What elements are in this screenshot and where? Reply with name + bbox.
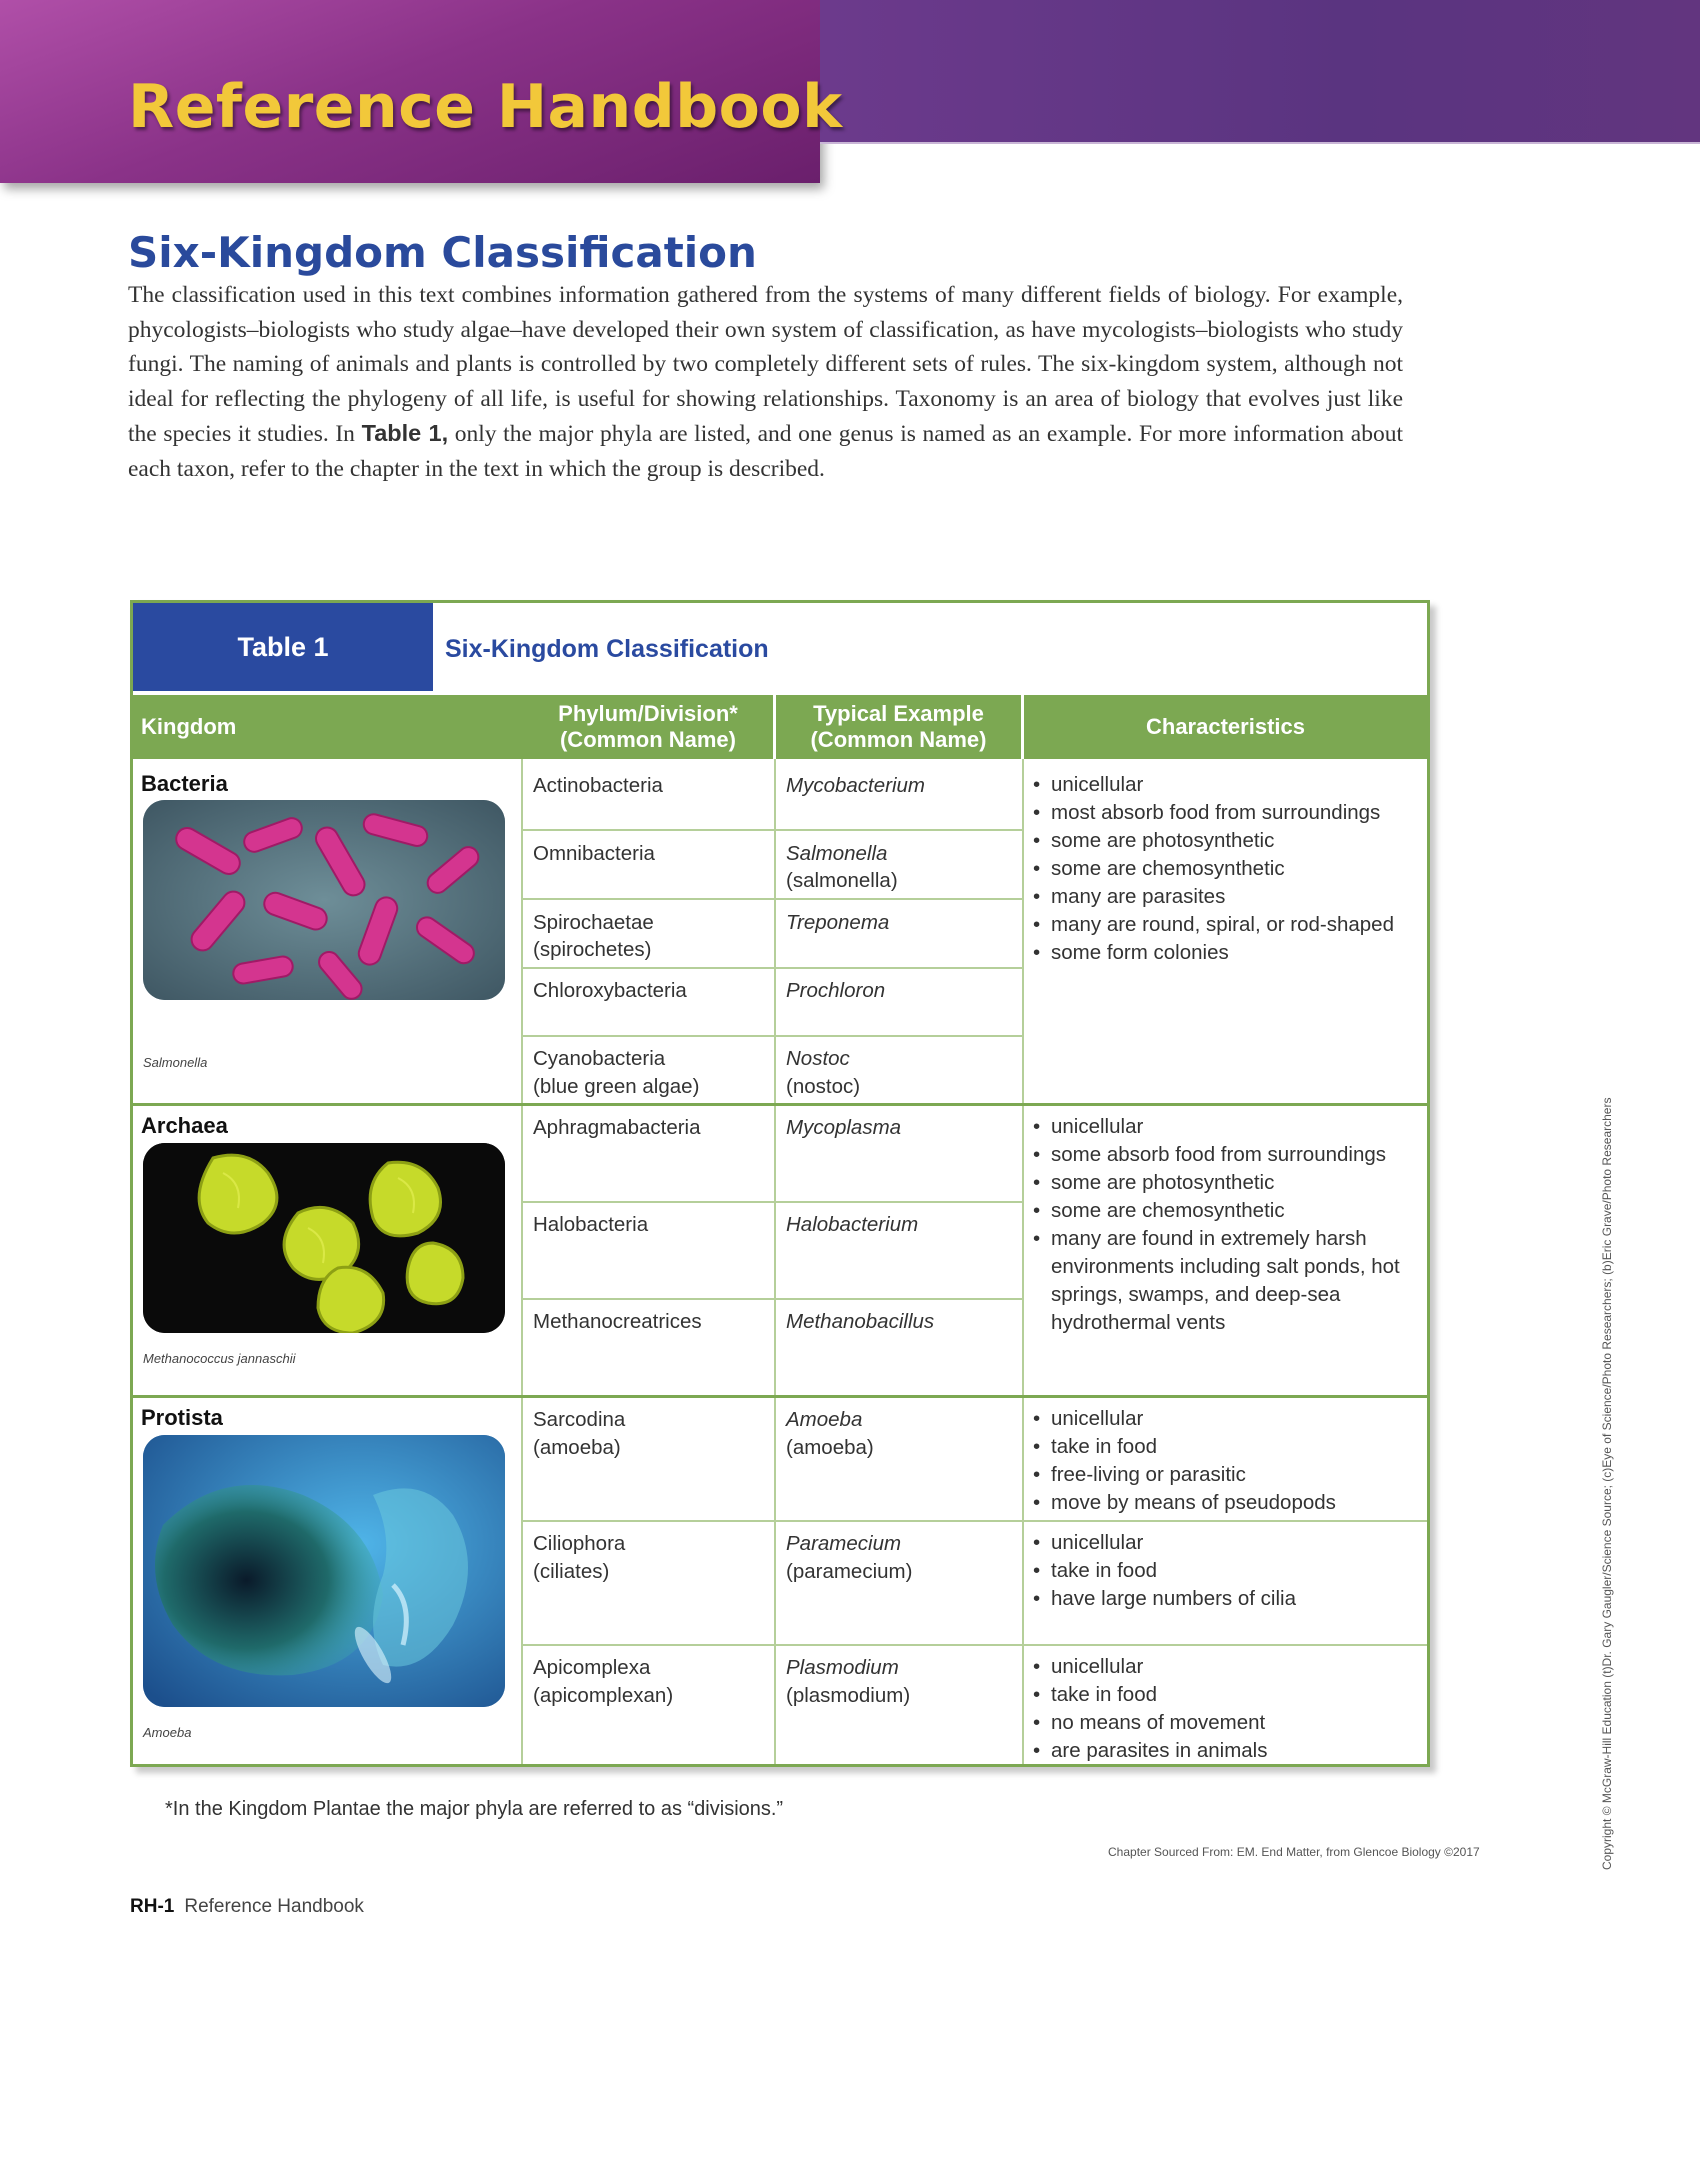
row-divider bbox=[523, 829, 1022, 831]
row-divider bbox=[523, 1520, 1427, 1522]
example-genus: Plasmodium bbox=[786, 1656, 899, 1679]
column-divider bbox=[521, 759, 523, 1764]
phylum-name: Sarcodina bbox=[533, 1408, 626, 1431]
characteristic-item: • take in food bbox=[1033, 1681, 1423, 1709]
phylum-name: Apicomplexa bbox=[533, 1656, 651, 1679]
characteristic-item: • no means of movement bbox=[1033, 1709, 1423, 1737]
page-title: Reference Handbook bbox=[128, 72, 843, 142]
characteristic-item: • most absorb food from surroundings bbox=[1033, 799, 1423, 827]
phylum-name: Aphragmabacteria bbox=[533, 1116, 701, 1139]
characteristic-item: • move by means of pseudopods bbox=[1033, 1489, 1423, 1517]
intro-paragraph bbox=[128, 278, 1403, 486]
column-header-kingdom: Kingdom bbox=[133, 695, 528, 759]
characteristic-item: • some are chemosynthetic bbox=[1033, 1197, 1425, 1225]
example-common-name: (amoeba) bbox=[786, 1436, 874, 1459]
row-divider bbox=[523, 967, 1022, 969]
table-label: Table 1 bbox=[133, 603, 433, 691]
example-genus: Mycoplasma bbox=[786, 1116, 902, 1139]
characteristic-item: • some are chemosynthetic bbox=[1033, 855, 1423, 883]
archaea-photo bbox=[143, 1143, 505, 1333]
bacteria-photo bbox=[143, 800, 505, 1000]
kingdom-divider bbox=[133, 1395, 1427, 1398]
phylum-name: Cyanobacteria bbox=[533, 1047, 666, 1070]
characteristics-list bbox=[1033, 1405, 1423, 1517]
characteristic-item: • unicellular bbox=[1033, 1405, 1423, 1433]
phylum-common-name: (amoeba) bbox=[533, 1436, 621, 1459]
characteristic-item: • unicellular bbox=[1033, 1529, 1423, 1557]
example-common-name: (plasmodium) bbox=[786, 1684, 911, 1707]
phylum-name: Chloroxybacteria bbox=[533, 979, 687, 1002]
intro-table-reference: Table 1, bbox=[361, 420, 449, 446]
row-divider bbox=[523, 898, 1022, 900]
characteristics-list bbox=[1033, 1529, 1423, 1613]
protista-photo bbox=[143, 1435, 505, 1707]
column-header-characteristics: Characteristics bbox=[1024, 695, 1427, 759]
source-credit: Chapter Sourced From: EM. End Matter, from Glencoe Biology ©2017 bbox=[1108, 1845, 1480, 1859]
phylum-common-name: (apicomplexan) bbox=[533, 1684, 674, 1707]
example-genus: Treponema bbox=[786, 911, 890, 934]
phylum-name: Actinobacteria bbox=[533, 774, 663, 797]
example-common-name: (salmonella) bbox=[786, 869, 898, 892]
example-genus: Halobacterium bbox=[786, 1213, 919, 1236]
characteristic-item: • many are parasites bbox=[1033, 883, 1423, 911]
characteristics-list bbox=[1033, 771, 1423, 967]
characteristic-item: • some form colonies bbox=[1033, 939, 1423, 967]
phylum-name: Omnibacteria bbox=[533, 842, 655, 865]
example-genus: Amoeba bbox=[786, 1408, 863, 1431]
characteristics-list bbox=[1033, 1113, 1425, 1337]
header-divider bbox=[820, 142, 1700, 144]
intro-text-part2: only the major phyla are listed, and one genus is named as an example. For more information about each taxon, refer to the chapter in the text in which the group is described. bbox=[128, 421, 1403, 482]
table-footnote: *In the Kingdom Plantae the major phyla are referred to as “divisions.” bbox=[165, 1798, 784, 1820]
example-common-name: (nostoc) bbox=[786, 1075, 861, 1098]
bacteria-photo-caption: Salmonella bbox=[143, 1055, 208, 1070]
page-number: RH-1 bbox=[130, 1896, 175, 1917]
row-divider bbox=[523, 1298, 1022, 1300]
characteristics-list bbox=[1033, 1653, 1423, 1765]
example-genus: Prochloron bbox=[786, 979, 886, 1002]
footer-label: Reference Handbook bbox=[184, 1896, 364, 1917]
row-divider bbox=[523, 1644, 1427, 1646]
page-footer bbox=[130, 1896, 364, 1918]
phylum-common-name: (ciliates) bbox=[533, 1560, 610, 1583]
row-divider bbox=[523, 1035, 1022, 1037]
copyright-credit: Copyright © McGraw-Hill Education (t)Dr. Gary Gaugler/Science Source; (c)Eye of Science/Photo Researchers; (b)Eric Grave/Photo Researchers bbox=[1600, 1097, 1614, 1870]
kingdom-name-protista: Protista bbox=[141, 1405, 223, 1430]
characteristic-item: • many are round, spiral, or rod-shaped bbox=[1033, 911, 1423, 939]
phylum-common-name: (blue green algae) bbox=[533, 1075, 700, 1098]
characteristic-item: • many are found in extremely harsh environments including salt ponds, hot springs, swamps, and deep-sea hydrothermal vents bbox=[1033, 1225, 1425, 1337]
characteristic-item: • some absorb food from surroundings bbox=[1033, 1141, 1425, 1169]
section-title: Six-Kingdom Classification bbox=[128, 228, 757, 277]
kingdom-name-bacteria: Bacteria bbox=[141, 771, 228, 796]
phylum-name: Methanocreatrices bbox=[533, 1310, 702, 1333]
amoeba-micrograph-icon bbox=[143, 1435, 505, 1707]
characteristic-item: • take in food bbox=[1033, 1557, 1423, 1585]
characteristic-item: • unicellular bbox=[1033, 771, 1423, 799]
archaea-photo-caption: Methanococcus jannaschii bbox=[143, 1351, 296, 1366]
methanococcus-micrograph-icon bbox=[143, 1143, 505, 1333]
characteristic-item: • take in food bbox=[1033, 1433, 1423, 1461]
column-header-example: Typical Example (Common Name) bbox=[776, 695, 1021, 759]
example-genus: Methanobacillus bbox=[786, 1310, 935, 1333]
phylum-name: Spirochaetae bbox=[533, 911, 654, 934]
characteristic-item: • some are photosynthetic bbox=[1033, 827, 1423, 855]
column-divider bbox=[774, 759, 776, 1764]
characteristic-item: • unicellular bbox=[1033, 1653, 1423, 1681]
phylum-name: Ciliophora bbox=[533, 1532, 626, 1555]
classification-table bbox=[130, 600, 1430, 1767]
header-banner-extension bbox=[820, 0, 1700, 142]
example-genus: Salmonella bbox=[786, 842, 888, 865]
characteristic-item: • have large numbers of cilia bbox=[1033, 1585, 1423, 1613]
salmonella-micrograph-icon bbox=[143, 800, 505, 1000]
phylum-common-name: (spirochetes) bbox=[533, 938, 652, 961]
example-genus: Paramecium bbox=[786, 1532, 902, 1555]
column-header-phylum: Phylum/Division* (Common Name) bbox=[523, 695, 773, 759]
characteristic-item: • unicellular bbox=[1033, 1113, 1425, 1141]
kingdom-name-archaea: Archaea bbox=[141, 1113, 228, 1138]
intro-text-part1: The classification used in this text combines information gathered from the systems of many different fields of biology. For example, phycologists–biologists who study algae–have developed their own system of classification, as have mycologists–biologists who study fungi. The naming of animals and plants is controlled by two completely different sets of rules. The six-kingdom system, although not ideal for reflecting the phylogeny of all life, is useful for showing relationships. Taxonomy is an area of biology that evolves just like the species it studies. In bbox=[128, 282, 1403, 447]
characteristic-item: • free-living or parasitic bbox=[1033, 1461, 1423, 1489]
table-title: Six-Kingdom Classification bbox=[445, 635, 769, 663]
example-genus: Nostoc bbox=[786, 1047, 850, 1070]
phylum-name: Halobacteria bbox=[533, 1213, 649, 1236]
characteristic-item: • some are photosynthetic bbox=[1033, 1169, 1425, 1197]
kingdom-divider bbox=[133, 1103, 1427, 1106]
column-divider bbox=[1022, 759, 1024, 1764]
protista-photo-caption: Amoeba bbox=[143, 1725, 192, 1740]
characteristic-item: • are parasites in animals bbox=[1033, 1737, 1423, 1765]
row-divider bbox=[523, 1201, 1022, 1203]
example-common-name: (paramecium) bbox=[786, 1560, 913, 1583]
example-genus: Mycobacterium bbox=[786, 774, 925, 797]
